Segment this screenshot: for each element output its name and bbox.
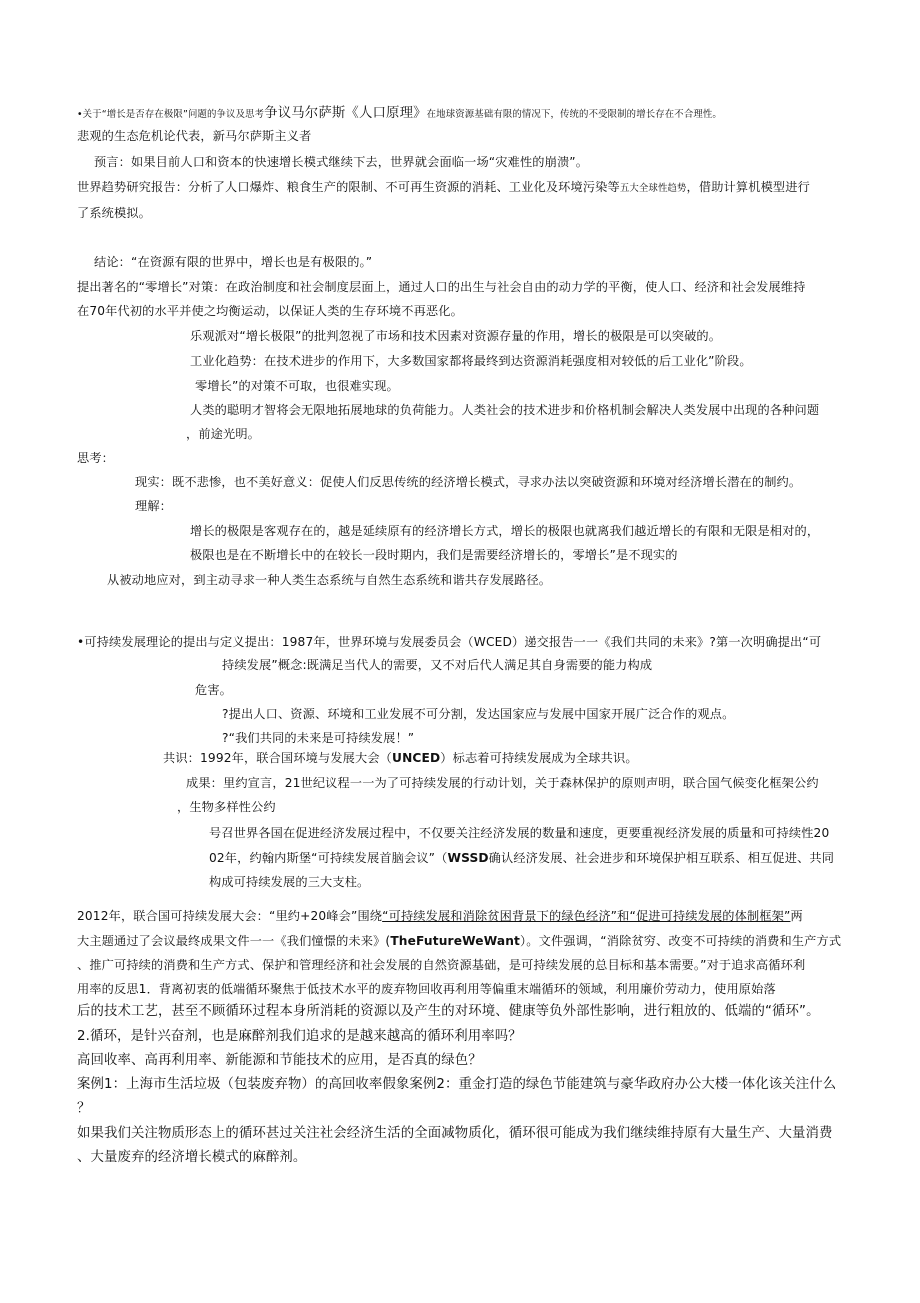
text-line: 、大量废弃的经济增长模式的麻醉剂。 xyxy=(77,1150,307,1165)
text-line: 危害。 xyxy=(195,683,233,697)
text-line: 如果我们关注物质形态上的循环甚过关注社会经济生活的全面减物质化，循环很可能成为我们继续维持原有大量生产、大量消费 xyxy=(77,1126,833,1141)
text-line: 共识：1992年，联合国环境与发展大会（UNCED）标志着可持续发展成为全球共识。 xyxy=(163,751,638,765)
text-line: 现实：既不悲惨，也不美好意义：促使人们反思传统的经济增长模式，寻求办法以突破资源和环境对经济增长潜在的制约。 xyxy=(135,475,802,489)
text-line: 从被动地应对，到主动寻求一种人类生态系统与自然生态系统和谐共存发展路径。 xyxy=(107,573,552,587)
text-line: 后的技术工艺，甚至不顾循环过程本身所消耗的资源以及产生的对环境、健康等负外部性影响，进行粗放的、低端的“循环”。 xyxy=(77,1004,820,1019)
text-line: 极限也是在不断增长中的在较长一段时期内，我们是需要经济增长的，零增长”是不现实的 xyxy=(190,548,678,562)
text-line: 人类的聪明才智将会无限地拓展地球的负荷能力。人类社会的技术进步和价格机制会解决人类发展中出现的各种问题 xyxy=(190,403,820,417)
text-line: 构成可持续发展的三大支柱。 xyxy=(209,875,370,889)
text-line: 成果：里约宣言，21世纪议程一一为了可持续发展的行动计划，关于森林保护的原则声明，联合国气候变化框架公约 xyxy=(186,776,819,790)
text-line: 悲观的生态危机论代表，新马尔萨斯主义者 xyxy=(77,129,312,143)
text-line: ?“我们共同的未来是可持续发展！” xyxy=(222,731,415,745)
text-line: 2.循环，是针兴奋剂，也是麻醉剂我们追求的是越来越高的循环利用率吗？ xyxy=(77,1029,522,1044)
text-line: ?提出人口、资源、环境和工业发展不可分割，发达国家应与发展中国家开展广泛合作的观点。 xyxy=(222,707,735,721)
text-line: ？ xyxy=(77,1101,91,1116)
text-line: 了系统模拟。 xyxy=(77,206,152,220)
text-line: 在70年代初的水平并使之均衡运动，以保证人类的生存环境不再恶化。 xyxy=(77,304,463,318)
text-line: 结论：“在资源有限的世界中，增长也是有极限的。” xyxy=(94,255,373,269)
text-line: 号召世界各国在促进经济发展过程中，不仅要关注经济发展的数量和速度，更要重视经济发展的质量和可持续性20 xyxy=(209,826,830,840)
text-line: •可持续发展理论的提出与定义提出：1987年，世界环境与发展委员会（WCED）递交报告一一《我们共同的未来》?第一次明确提出“可 xyxy=(77,635,822,649)
text-line: •关于“增长是否存在极限”问题的争议及思考争议马尔萨斯《人口原理》在地球资源基础有限的情况下，传统的不受限制的增长存在不合理性。 xyxy=(77,106,722,121)
text-line: 02年，约翰内斯堡“可持续发展首脑会议”（WSSD确认经济发展、社会进步和环境保护相互联系、相互促进、共同 xyxy=(209,851,835,865)
text-line: ，生物多样性公约 xyxy=(177,800,276,814)
text-line: 理解： xyxy=(135,499,173,513)
text-line: 思考： xyxy=(77,451,115,465)
text-line: 、推广可持续的消费和生产方式、保护和管理经济和社会发展的自然资源基础，是可持续发展的总目标和基本需要。”对于追求高循环利 xyxy=(77,958,806,972)
text-line: 大主题通过了会议最终成果文件一一《我们憧憬的未来》(TheFutureWeWant）。文件强调，“消除贫穷、改变不可持续的消费和生产方式 xyxy=(77,934,842,948)
text-line: 案例1：上海市生活垃圾（包装废弃物）的高回收率假象案例2：重金打造的绿色节能建筑与豪华政府办公大楼一体化该关注什么 xyxy=(77,1077,837,1092)
text-line: 工业化趋势：在技术进步的作用下，大多数国家都将最终到达资源消耗强度相对较低的后工业化”阶段。 xyxy=(190,354,752,368)
text-line: 提出著名的“零增长”对策：在政治制度和社会制度层面上，通过人口的出生与社会自由的动力学的平衡，使人口、经济和社会发展维持 xyxy=(77,280,806,294)
text-line: 预言：如果目前人口和资本的快速增长模式继续下去，世界就会面临一场“灾难性的崩溃”。 xyxy=(94,155,589,169)
text-line: 乐观派对“增长极限”的批判忽视了市场和技术因素对资源存量的作用，增长的极限是可以突破的。 xyxy=(190,329,722,343)
text-line: ，前途光明。 xyxy=(186,427,261,441)
text-line: 高回收率、高再利用率、新能源和节能技术的应用，是否真的绿色？ xyxy=(77,1053,482,1068)
text-line: 增长的极限是客观存在的，越是延续原有的经济增长方式，增长的极限也就离我们越近增长的有限和无限是相对的， xyxy=(190,524,820,538)
text-line: 用率的反思1．背离初衷的低端循环聚焦于低技术水平的废弃物回收再利用等偏重末端循环的领域，利用廉价劳动力，使用原始落 xyxy=(77,982,776,996)
text-line: 世界趋势研究报告：分析了人口爆炸、粮食生产的限制、不可再生资源的消耗、工业化及环境污染等五大全球性趋势，借助计算机模型进行 xyxy=(77,180,810,194)
text-line: 零增长”的对策不可取，也很难实现。 xyxy=(195,379,399,393)
text-line: 持续发展”概念:既满足当代人的需要，又不对后代人满足其自身需要的能力构成 xyxy=(222,658,653,672)
text-line: 2012年，联合国可持续发展大会：“里约+20峰会”围绕“可持续发展和消除贫困背景下的绿色经济”和“促进可持续发展的体制框架”两 xyxy=(77,909,803,923)
